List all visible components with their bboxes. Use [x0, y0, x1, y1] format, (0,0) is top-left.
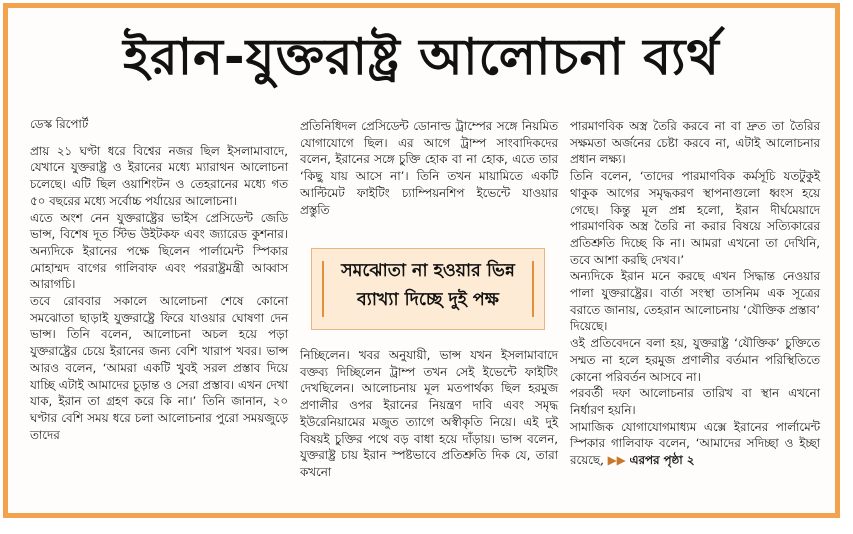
pull-quote-line-1: সমঝোতা না হওয়ার ভিন্ন — [341, 261, 515, 281]
column-3 — [570, 118, 820, 469]
byline: ডেস্ক রিপোর্ট — [30, 117, 89, 131]
continued-on-page[interactable]: এরপর পৃষ্ঠা ২ — [629, 453, 695, 468]
column-2-top — [300, 118, 558, 218]
continue-arrow-icon: ▶▶ — [607, 453, 626, 468]
article-frame — [3, 3, 840, 518]
paragraph: ওই প্রতিবেদনে বলা হয়, যুক্তরাষ্ট্র ‘যৌক্তিক’ চুক্তিতে সম্মত না হলে হরমুজ প্রণালীর বর্তমান পরিস্থিতিতে কোনো পরিবর্তন আসবে না। — [570, 336, 820, 384]
paragraph: অন্যদিকে ইরান মনে করছে এখন সিদ্ধান্ত নেওয়ার পালা যুক্তরাষ্ট্রের। বার্তা সংস্থা তাসনিম এক সূত্রের বরাতে জানায়, তেহরান আলোচনায় ‘যৌক্তিক প্রস্তাব’ দিয়েছে। — [570, 269, 820, 334]
paragraph: তবে রোববার সকালে আলোচনা শেষে কোনো সমঝোতা ছাড়াই যুক্তরাষ্ট্রে ফিরে যাওয়ার ঘোষণা দেন ভান্স। তিনি বলেন, আলোচনা অচল হয়ে পড়া যুক্তরাষ্ট্রের চেয়ে ইরানের জন্য বেশি খারাপ খবর। ভান্স আরও বলেন, ‘আমরা একটি খুবই সরল প্রস্তাব দিয়ে যাচ্ছি এটাই আমাদের চূড়ান্ত ও সেরা প্রস্তাব। এখন দেখা যাক, ইরান তা গ্রহণ করে কি না।’ তিনি জানান, ২০ ঘণ্টার বেশি সময় ধরে চলা আলোচনার পুরো সময়জুড়ে তাদের — [30, 294, 288, 442]
pull-quote-box — [311, 248, 545, 330]
paragraph: এতে অংশ নেন যুক্তরাষ্ট্রের ভাইস প্রেসিডেন্ট জেডি ভান্স, বিশেষ দূত স্টিভ উইটকফ এবং জ্যারেড কুশনার। অন্যদিকে ইরানের পক্ষে ছিলেন পার্লামেন্ট স্পিকার মোহাম্মদ বাগের গালিবাফ এবং পররাষ্ট্রমন্ত্রী আব্বাস আরাগচি। — [30, 210, 288, 292]
paragraph: পরবর্তী দফা আলোচনার তারিখ বা স্থান এখনো নির্ধারণ হয়নি। — [570, 386, 820, 417]
pull-quote — [312, 257, 544, 315]
column-2-bottom — [300, 347, 558, 481]
paragraph — [570, 419, 820, 469]
headline: ইরান-যুক্তরাষ্ট্র আলোচনা ব্যর্থ — [123, 28, 720, 86]
paragraph: তিনি বলেন, ‘তাদের পারমাণবিক কর্মসূচি যতটুকুই থাকুক আগের সমৃদ্ধকরণ স্থাপনাগুলো ধ্বংস হয়ে গেছে। কিন্তু মূল প্রশ্ন হলো, ইরান দীর্ঘমেয়াদে পারমাণবিক অস্ত্র তৈরি না করার বিষয়ে সত্যিকারের প্রতিশ্রুতি দিচ্ছে কি না। আমরা এখনো তা দেখিনি, তবে আশা করছি দেখব।’ — [570, 169, 820, 267]
paragraph: প্রতিনিধিদল প্রেসিডেন্ট ডোনাল্ড ট্রাম্পের সঙ্গে নিয়মিত যোগাযোগে ছিল। এর আগে ট্রাম্প সাংবাদিকদের বলেন, ইরানের সঙ্গে চুক্তি হোক বা না হোক, এতে তার ‘কিছু যায় আসে না’। তিনি তখন মায়ামিতে একটি আল্টিমেট ফাইটিং চ্যাম্পিয়নশিপ ইভেন্টে যাওয়ার প্রস্তুতি — [300, 119, 558, 217]
paragraph: পারমাণবিক অস্ত্র তৈরি করবে না বা দ্রুত তা তৈরির সক্ষমতা অর্জনের চেষ্টা করবে না, এটাই আলোচনার প্রধান লক্ষ্য। — [570, 119, 820, 167]
pull-quote-line-2: ব্যাখ্যা দিচ্ছে দুই পক্ষ — [357, 290, 499, 310]
paragraph: নিচ্ছিলেন। খবর অনুযায়ী, ভান্স যখন ইসলামাবাদে বক্তব্য দিচ্ছিলেন ট্রাম্প তখন সেই ইভেন্টে ফাইটিং দেখছিলেন। আলোচনায় মূল মতপার্থক্য ছিল হরমুজ প্রণালীর ওপর ইরানের নিয়ন্ত্রণ দাবি এবং সমৃদ্ধ ইউরেনিয়ামের মজুত ত্যাগে অস্বীকৃতি নিয়ে। এই দুই বিষয়ই চুক্তির পথে বড় বাধা হয়ে দাঁড়ায়। ভান্স বলেন, যুক্তরাষ্ট্র চায় ইরান স্পষ্টভাবে প্রতিশ্রুতি দিক যে, তারা কখনো — [300, 348, 558, 479]
paragraph: প্রায় ২১ ঘণ্টা ধরে বিশ্বের নজর ছিল ইসলামাবাদে, যেখানে যুক্তরাষ্ট্র ও ইরানের মধ্যে ম্যারাথন আলোচনা চলেছে। এটি ছিল ওয়াশিংটন ও তেহরানের মধ্যে গত ৫০ বছরের মধ্যে সর্বোচ্চ পর্যায়ের আলোচনা। — [30, 143, 288, 208]
column-1 — [30, 116, 288, 443]
paragraph-text: সামাজিক যোগাযোগমাধ্যম এক্সে ইরানের পার্লামেন্ট স্পিকার গালিবাফ বলেন, ‘আমাদের সদিচ্ছা ও ইচ্ছা রয়েছে, — [570, 419, 820, 468]
